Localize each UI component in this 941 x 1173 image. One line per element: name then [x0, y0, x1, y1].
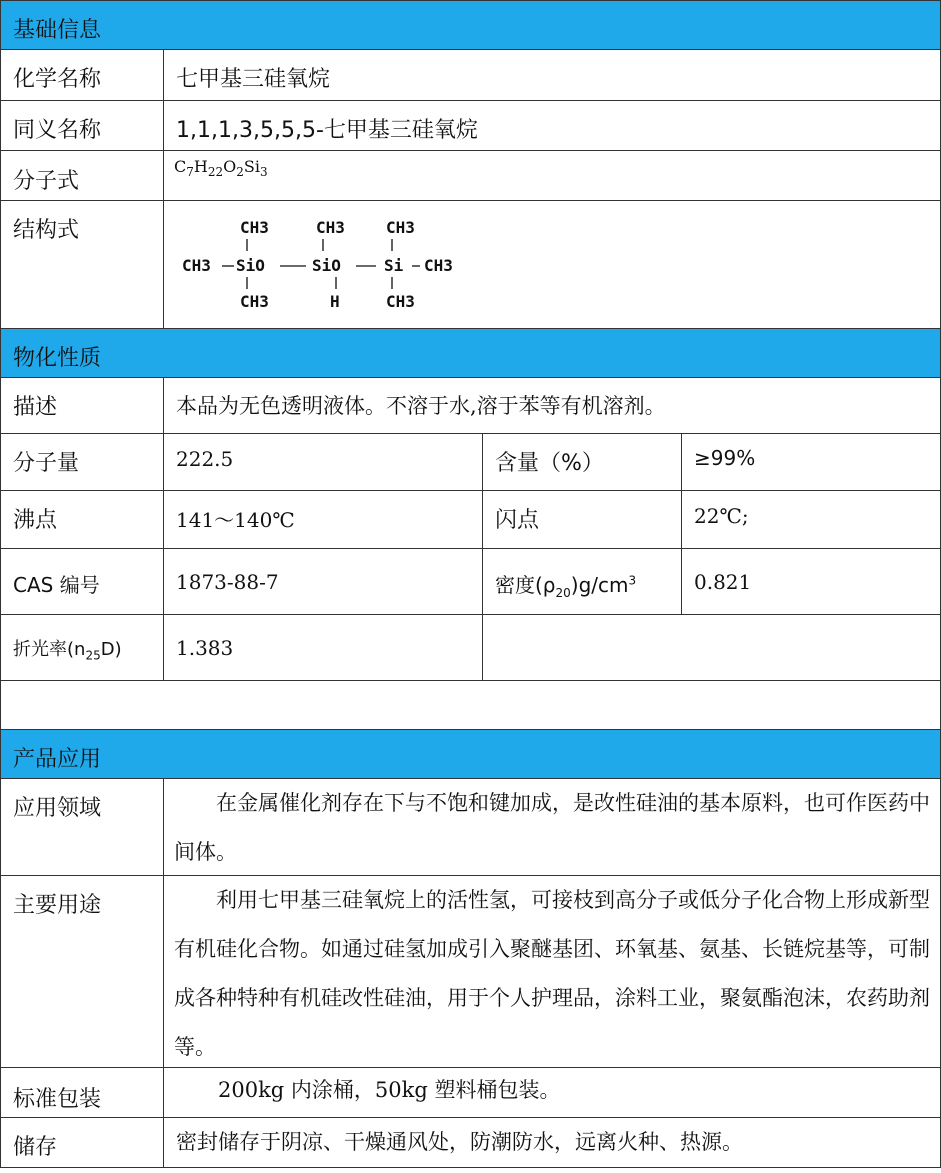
density-value: 0.821: [694, 570, 752, 594]
left-ch3: CH3: [182, 256, 211, 275]
cas-value: 1873-88-7: [176, 570, 279, 594]
packaging-label: 标准包装: [13, 1087, 102, 1112]
main-use-value: 利用七甲基三硅氧烷上的活性氢，可接枝到高分子或低分子化合物上形成新型有机硅化合物。如通过硅氢加成引入聚醚基团、环氧基、氨基、长链烷基等，可制成各种特种有机硅改性硅油，用于个人护理品，涂料工业，聚氨酯泡沫，农药助剂等。: [174, 888, 930, 1059]
section-title: 基础信息: [13, 18, 102, 43]
density-label-cell: [482, 548, 682, 615]
field-value-cell: [163, 778, 941, 876]
description-value-cell: [163, 377, 941, 434]
fp-value-cell: [681, 490, 941, 549]
storage-label: 储存: [13, 1135, 58, 1160]
bp-value-cell: [163, 490, 483, 549]
mw-value-cell: [163, 433, 483, 491]
blank-row: [0, 680, 941, 730]
content-label-cell: [482, 433, 682, 491]
top-ch3-1: CH3: [240, 218, 269, 237]
fp-label: 闪点: [495, 508, 540, 533]
formula-label: 分子式: [13, 169, 80, 194]
empty-cell: [482, 614, 941, 681]
storage-value: 密封储存于阴凉、干燥通风处，防潮防水，远离火种、热源。: [176, 1130, 743, 1154]
content-label: 含量（%）: [495, 451, 604, 476]
description-label-cell: [0, 377, 164, 434]
synonym-value: 1,1,1,3,5,5,5-七甲基三硅氧烷: [176, 118, 478, 143]
packaging-value: 200kg 内涂桶，50kg 塑料桶包装。: [218, 1078, 561, 1102]
bottom-ch3-3: CH3: [386, 292, 415, 311]
mw-label-cell: [0, 433, 164, 491]
density-value-cell: [681, 548, 941, 615]
section-header-basic: [0, 0, 941, 50]
bp-label-cell: [0, 490, 164, 549]
chemical-name-label: 化学名称: [13, 67, 102, 92]
chemical-name-label-cell: [0, 49, 164, 101]
synonym-label-cell: [0, 100, 164, 151]
bp-value: 141～140℃: [176, 508, 295, 532]
density-label: 密度$(\rho_{20})g/cm^3$: [495, 573, 637, 600]
pack-label-cell: [0, 1067, 164, 1118]
application-field-value: 在金属催化剂存在下与不饱和键加成，是改性硅油的基本原料，也可作医药中间体。: [174, 791, 930, 864]
chemical-name-value-cell: [163, 49, 941, 101]
section-title: 物化性质: [13, 346, 102, 371]
fp-value: 22℃;: [694, 504, 749, 528]
structure-value-cell: [163, 200, 941, 329]
bottom-ch3-1: CH3: [240, 292, 269, 311]
refractive-index-value: 1.383: [176, 636, 234, 660]
use-label-cell: [0, 875, 164, 1068]
mw-value: 222.5: [176, 447, 234, 471]
description-label: 描述: [13, 395, 58, 420]
store-label-cell: [0, 1117, 164, 1168]
bottom-h: H: [330, 292, 340, 311]
structure-label-cell: [0, 200, 164, 329]
section-header-physchem: [0, 328, 941, 378]
atom-sio-2: SiO: [312, 256, 341, 275]
structure-label: 结构式: [13, 218, 80, 243]
section-title: 产品应用: [13, 747, 102, 772]
atom-si-3: Si: [384, 256, 404, 275]
content-value-cell: [681, 433, 941, 491]
top-ch3-2: CH3: [316, 218, 345, 237]
pack-value-cell: [163, 1067, 941, 1118]
ri-label-cell: [0, 614, 164, 681]
formula-label-cell: [0, 150, 164, 201]
fp-label-cell: [482, 490, 682, 549]
atom-sio-1: SiO: [236, 256, 265, 275]
cas-value-cell: [163, 548, 483, 615]
right-ch3: CH3: [424, 256, 453, 275]
application-field-label: 应用领域: [13, 796, 102, 821]
synonym-label: 同义名称: [13, 118, 102, 143]
store-value-cell: [163, 1117, 941, 1168]
structural-formula: [178, 205, 498, 325]
cas-label: CAS 编号: [13, 573, 100, 597]
synonym-value-cell: [163, 100, 941, 151]
formula-value-cell: [163, 150, 941, 201]
chemical-name-value: 七甲基三硅氧烷: [176, 67, 331, 92]
main-use-label: 主要用途: [13, 893, 102, 918]
mw-label: 分子量: [13, 451, 80, 476]
refractive-index-label: 折光率$(n_{25}D)$: [13, 639, 122, 663]
field-label-cell: [0, 778, 164, 876]
content-value: ≥99%: [694, 446, 756, 470]
molecular-formula: $C_7H_{22}O_2Si_3$: [174, 157, 268, 180]
description-value: 本品为无色透明液体。不溶于水,溶于苯等有机溶剂。: [176, 394, 666, 418]
cas-label-cell: [0, 548, 164, 615]
use-value-cell: [163, 875, 941, 1068]
section-header-application: [0, 729, 941, 779]
ri-value-cell: [163, 614, 483, 681]
top-ch3-3: CH3: [386, 218, 415, 237]
bp-label: 沸点: [13, 508, 58, 533]
